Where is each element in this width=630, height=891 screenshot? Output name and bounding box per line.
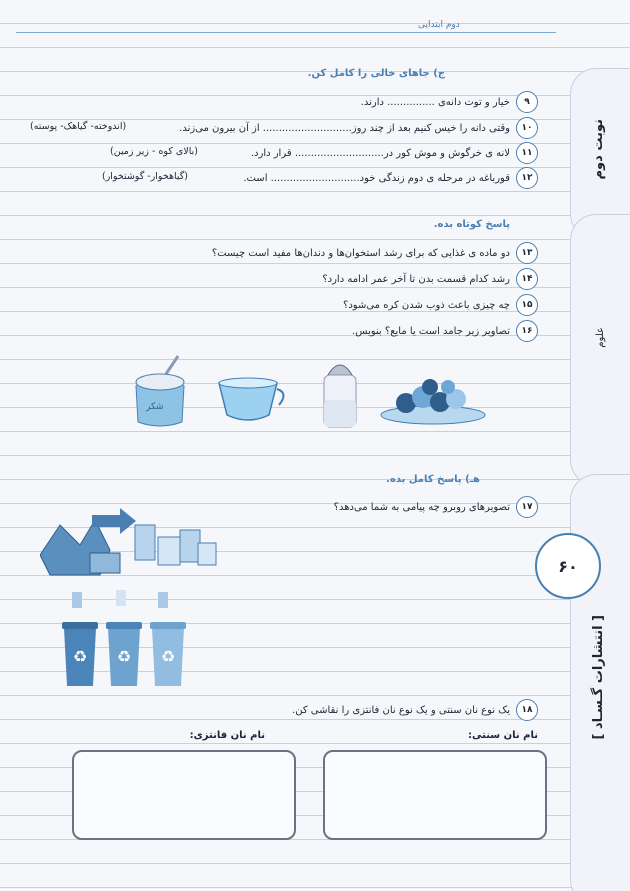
svg-text:♻: ♻ xyxy=(160,647,176,666)
sugar-jar-image xyxy=(130,352,190,432)
question-text: قورباغه در مرحله ی دوم زندگی خود............................ است. xyxy=(243,172,510,184)
subject-label: علوم xyxy=(595,327,606,348)
question-number: ۱۶ xyxy=(516,320,538,342)
question-12 xyxy=(243,167,538,189)
publisher-label: [ انتشارات گـسـاد ] xyxy=(591,615,606,740)
question-text: تصویرهای روبرو چه پیامی به شما می‌دهد؟ xyxy=(333,501,510,513)
question-11-options: (بالای کوه - زیر زمین) xyxy=(110,146,198,157)
question-number: ۱۱ xyxy=(516,142,538,164)
question-9 xyxy=(361,91,538,113)
grade-header: دوم ابتدایی xyxy=(418,20,460,30)
question-text: دو ماده ی غذایی که برای رشد استخوان‌ها و دندان‌ها مفید است چیست؟ xyxy=(211,247,510,259)
fruit-plate-image xyxy=(378,375,488,427)
section-h-title: هـ) پاسخ کامل بده. xyxy=(386,474,480,485)
question-12-options: (گیاهخوار- گوشتخوار) xyxy=(102,171,188,182)
question-13 xyxy=(212,242,538,264)
question-number: ۱۸ xyxy=(516,699,538,721)
question-text: تصاویر زیر جامد است یا مایع؟ بنویس. xyxy=(352,325,510,337)
question-text: یک نوع نان سنتی و یک نوع نان فانتزی را نقاشی کن. xyxy=(292,704,510,716)
question-16 xyxy=(352,320,538,342)
question-10 xyxy=(179,117,538,139)
water-cup-image xyxy=(215,375,290,425)
fancy-bread-label: نام نان فانتزی: xyxy=(189,730,265,741)
svg-text:♻: ♻ xyxy=(72,647,88,666)
question-number: ۱۵ xyxy=(516,294,538,316)
question-15 xyxy=(343,294,538,316)
question-11 xyxy=(251,142,538,164)
traditional-bread-label: نام نان سنتی: xyxy=(468,730,538,741)
question-18 xyxy=(292,699,538,721)
waste-pile-image xyxy=(40,505,220,580)
question-text: چه چیزی باعث ذوب شدن کره می‌شود؟ xyxy=(343,299,510,311)
question-text: لانه ی خرگوش و موش کور در............................ قرار دارد. xyxy=(250,147,510,159)
question-number: ۱۰ xyxy=(516,117,538,139)
side-tabs xyxy=(562,34,630,891)
question-17 xyxy=(334,496,538,518)
subject-tab xyxy=(570,214,630,486)
question-number: ۱۲ xyxy=(516,167,538,189)
question-text: رشد کدام قسمت بدن تا آخر عمر ادامه دارد؟ xyxy=(322,273,510,285)
traditional-bread-drawing-box[interactable] xyxy=(323,750,547,840)
salt-shaker-image xyxy=(318,355,362,430)
question-number: ۹ xyxy=(516,91,538,113)
svg-text:♻: ♻ xyxy=(116,647,132,666)
recycle-bins-image xyxy=(60,588,190,688)
section-d-title: پاسخ کوتاه بده. xyxy=(433,219,510,230)
fancy-bread-drawing-box[interactable] xyxy=(72,750,296,840)
term-label: نوبت دوم xyxy=(591,119,606,180)
question-text: وقتی دانه را خیس کنیم بعد از چند روز............................ از آن بیرون می‌زند. xyxy=(179,122,510,134)
sugar-label: شکر xyxy=(146,402,164,412)
page-number: ۶۰ xyxy=(535,533,601,599)
question-14 xyxy=(322,268,538,290)
header-divider xyxy=(16,32,556,33)
question-number: ۱۴ xyxy=(516,268,538,290)
question-10-options: (اندوخته- گیاهک- پوسته) xyxy=(30,121,127,132)
question-number: ۱۷ xyxy=(516,496,538,518)
question-number: ۱۳ xyxy=(516,242,538,264)
question-text: خیار و توت دانه‌ی ............... دارند. xyxy=(360,96,510,108)
section-c-title: ج) جاهای خالی را کامل کن. xyxy=(307,68,445,79)
